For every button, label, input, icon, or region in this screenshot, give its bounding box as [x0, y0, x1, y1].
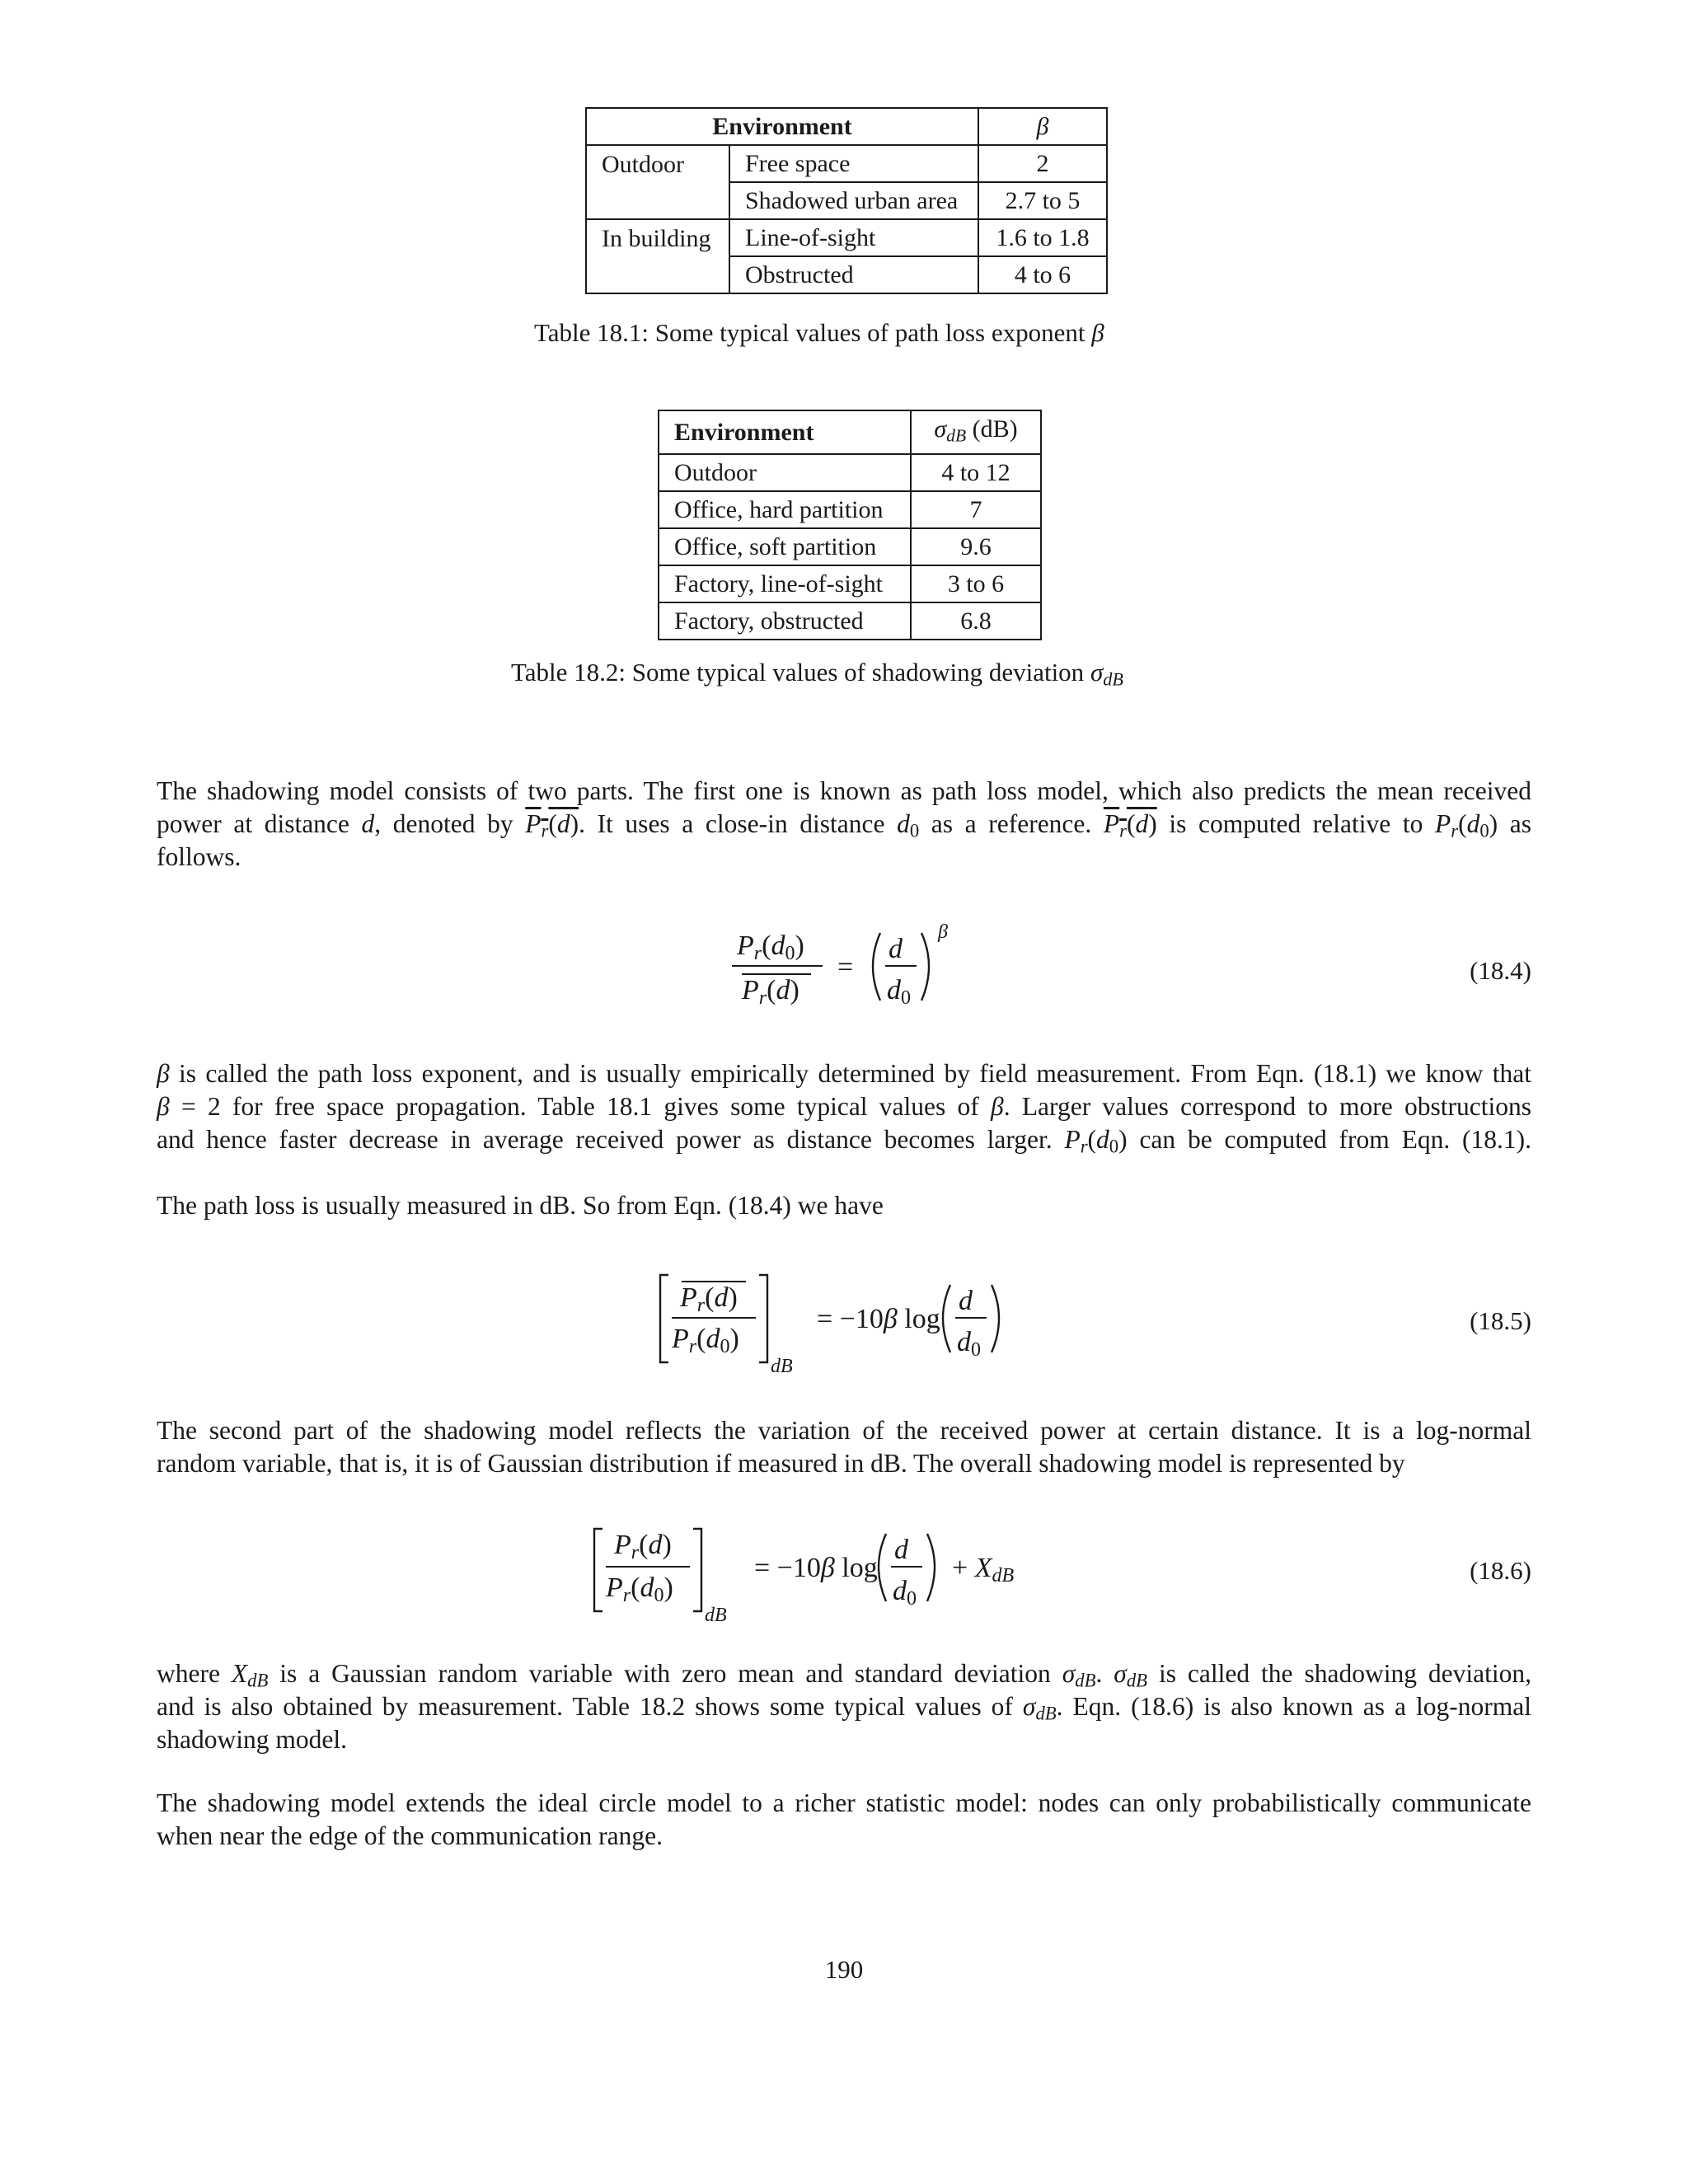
table-caption-18-2: Table 18.2: Some typical values of shadowing deviation $\sigma_{dB}$ [511, 658, 1124, 690]
table-row [659, 602, 1041, 640]
paragraph-gaussian-variable [157, 1657, 1531, 1756]
table-header-row [586, 108, 1107, 145]
env-cell: Office, hard partition [659, 491, 911, 528]
equation-18-5 [655, 1265, 1034, 1380]
beta-cell: 4 to 6 [978, 256, 1107, 293]
text-line: and is also obtained by measurement. Table 18.2 shows some typical values of $\sigma_{dB}$. Eqn. (18.6) is also known as a log-normal [157, 1692, 1531, 1724]
beta-cell: 2.7 to 5 [978, 182, 1107, 219]
text-line: The shadowing model consists of two parts. The first one is known as path loss model, which also predicts the mean received [157, 776, 1531, 805]
table-row [586, 182, 1107, 219]
header-beta: β [978, 108, 1107, 145]
paragraph-circle-model [157, 1787, 1531, 1853]
paragraph-shadowing-variation [157, 1414, 1531, 1480]
text-line: β is called the path loss exponent, and is usually empirically determined by field measurement. From Eqn. (18.1) we know that [157, 1059, 1531, 1088]
svg-text:d: d [889, 934, 903, 964]
equation-18-6 [589, 1521, 1084, 1628]
svg-text:dB: dB [771, 1356, 793, 1377]
svg-text:d: d [894, 1535, 908, 1565]
env-cell: Line-of-sight [729, 219, 978, 256]
table-row [586, 145, 1107, 182]
text-line: when near the edge of the communication range. [157, 1821, 663, 1850]
table-row [586, 219, 1107, 256]
svg-text:dB: dB [705, 1605, 727, 1626]
table-row [659, 565, 1041, 602]
table-path-loss-exponent [585, 107, 1108, 294]
env-cell: Outdoor [659, 454, 911, 491]
paragraph-db-measure [157, 1189, 1531, 1222]
svg-text:d: d [959, 1286, 973, 1316]
group-cell [586, 256, 729, 293]
svg-text:=: = [837, 952, 854, 982]
env-cell: Free space [729, 145, 978, 182]
table-row [659, 528, 1041, 565]
text-line: follows. [157, 842, 241, 871]
svg-text:Pr(d): Pr(d) [680, 1282, 738, 1316]
header-environment: Environment [586, 108, 978, 145]
env-cell: Factory, obstructed [659, 602, 911, 640]
text-line: where $X_{dB}$ is a Gaussian random variable with zero mean and standard deviation $\sigma_{dB}$. $\sigma_{dB}$ is called the shadowing deviation, [157, 1659, 1532, 1691]
svg-text:Pr(d): Pr(d) [742, 975, 799, 1009]
table-row [586, 256, 1107, 293]
table-shadowing-deviation [658, 410, 1042, 640]
env-cell: Factory, line-of-sight [659, 565, 911, 602]
sigma-cell: 7 [911, 491, 1041, 528]
text-line: The second part of the shadowing model reflects the variation of the received power at certain distance. It is a log-normal [157, 1416, 1531, 1445]
env-cell: Obstructed [729, 256, 978, 293]
text-line: The path loss is usually measured in dB. So from Eqn. (18.4) we have [157, 1191, 884, 1220]
paragraph-path-loss-exponent [157, 1057, 1531, 1156]
table-row [659, 491, 1041, 528]
group-cell [586, 182, 729, 219]
svg-text:Pr(d0): Pr(d0) [737, 930, 804, 964]
text-line: β = 2 for free space propagation. Table 18.1 gives some typical values of β. Larger values correspond to more obstructions [157, 1092, 1532, 1121]
equation-number-18-6: (18.6) [1470, 1556, 1531, 1585]
svg-text:Pr(d0): Pr(d0) [606, 1572, 673, 1606]
group-cell: In building [586, 219, 729, 256]
header-environment: Environment [659, 410, 911, 454]
sigma-cell: 4 to 12 [911, 454, 1041, 491]
table-caption-18-1: Table 18.1: Some typical values of path loss exponent β [534, 318, 1104, 347]
svg-text:Pr(d0): Pr(d0) [672, 1324, 739, 1357]
page-number: 190 [824, 1955, 864, 1984]
sigma-cell: 6.8 [911, 602, 1041, 640]
svg-text:Pr(d): Pr(d) [614, 1530, 672, 1563]
svg-text:d0: d0 [957, 1327, 981, 1361]
sigma-cell: 3 to 6 [911, 565, 1041, 602]
env-cell: Shadowed urban area [729, 182, 978, 219]
text-line: The shadowing model extends the ideal circle model to a richer statistic model: nodes can only probabilistically communicate [157, 1788, 1531, 1817]
sigma-cell: 9.6 [911, 528, 1041, 565]
table-header-row [659, 410, 1041, 454]
svg-text:= −10β log: = −10β log [817, 1304, 940, 1334]
equation-18-4 [725, 915, 989, 1022]
svg-text:= −10β log: = −10β log [754, 1553, 878, 1583]
text-line: power at distance d, denoted by $P_r(d)$. It uses a close-in distance $d_0$ as a reference. $P_r(d)$ is computed relative to $P_r(d_0)$ as [157, 809, 1532, 841]
text-line: random variable, that is, it is of Gaussian distribution if measured in dB. The overall shadowing model is represented by [157, 1449, 1405, 1478]
equation-number-18-4: (18.4) [1470, 956, 1531, 985]
beta-cell: 1.6 to 1.8 [978, 219, 1107, 256]
text-line: and hence faster decrease in average received power as distance becomes larger. $P_r(d_0)$ can be computed from Eqn. (18.1). [157, 1125, 1531, 1157]
text-line: shadowing model. [157, 1725, 347, 1754]
svg-text:d0: d0 [887, 975, 911, 1009]
env-cell: Office, soft partition [659, 528, 911, 565]
svg-text:+ XdB: + XdB [952, 1553, 1015, 1586]
equation-number-18-5: (18.5) [1470, 1306, 1531, 1335]
table-row [659, 454, 1041, 491]
beta-cell: 2 [978, 145, 1107, 182]
group-cell: Outdoor [586, 145, 729, 182]
svg-text:d0: d0 [893, 1576, 917, 1610]
svg-text:β: β [938, 921, 948, 943]
header-sigma: $\sigma_{dB}$ (dB) [911, 410, 1041, 454]
paragraph-path-loss-intro [157, 775, 1531, 874]
